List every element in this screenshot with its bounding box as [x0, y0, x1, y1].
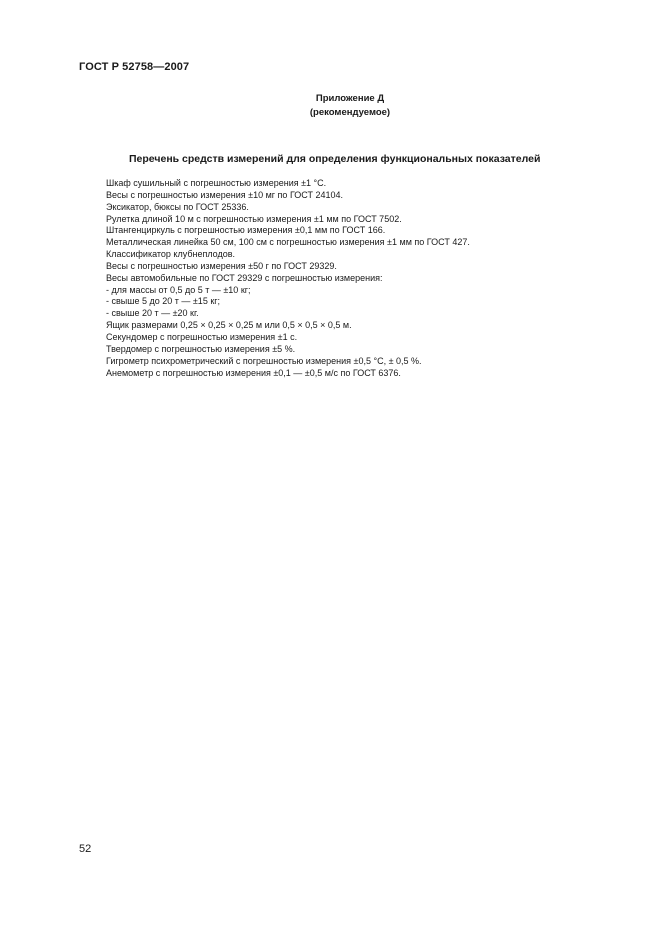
- list-item: Штангенциркуль с погрешностью измерения ±0,1 мм по ГОСТ 166.: [106, 225, 386, 236]
- list-item: Весы с погрешностью измерения ±50 г по ГОСТ 29329.: [106, 260, 337, 271]
- list-item: Ящик размерами 0,25 × 0,25 × 0,25 м или 0,5 × 0,5 × 0,5 м.: [106, 320, 352, 331]
- list-item: Эксикатор, бюксы по ГОСТ 25336.: [106, 201, 249, 212]
- list-title: Перечень средств измерений для определения функциональных показателей: [129, 153, 541, 165]
- instrument-list: [106, 178, 470, 379]
- list-item: - свыше 5 до 20 т — ±15 кг;: [106, 296, 221, 307]
- list-item: Рулетка длиной 10 м с погрешностью измерения ±1 мм по ГОСТ 7502.: [106, 213, 402, 224]
- list-item: Анемометр с погрешностью измерения ±0,1 — ±0,5 м/с по ГОСТ 6376.: [106, 367, 401, 378]
- list-item: Весы с погрешностью измерения ±10 мг по ГОСТ 24104.: [106, 189, 344, 200]
- list-item: - для массы от 0,5 до 5 т — ±10 кг;: [106, 284, 251, 295]
- appendix-status: (рекомендуемое): [309, 107, 391, 118]
- list-item: - свыше 20 т — ±20 кг.: [106, 308, 199, 319]
- list-item: Твердомер с погрешностью измерения ±5 %.: [106, 343, 296, 354]
- list-item: Металлическая линейка 50 см, 100 см с погрешностью измерения ±1 мм по ГОСТ 427.: [106, 237, 470, 248]
- page-number: 52: [79, 843, 92, 855]
- list-item: Секундомер с погрешностью измерения ±1 с.: [106, 331, 298, 342]
- appendix-heading: [250, 92, 450, 120]
- list-item: Шкаф сушильный с погрешностью измерения ±1 °С.: [106, 178, 327, 188]
- list-item: Классификатор клубнеплодов.: [106, 249, 236, 260]
- document-code: ГОСТ Р 52758—2007: [79, 61, 190, 73]
- appendix-title: Приложение Д: [315, 93, 385, 104]
- list-item: Весы автомобильные по ГОСТ 29329 с погрешностью измерения:: [106, 272, 383, 283]
- list-item: Гигрометр психрометрический с погрешностью измерения ±0,5 °С, ± 0,5 %.: [106, 355, 422, 366]
